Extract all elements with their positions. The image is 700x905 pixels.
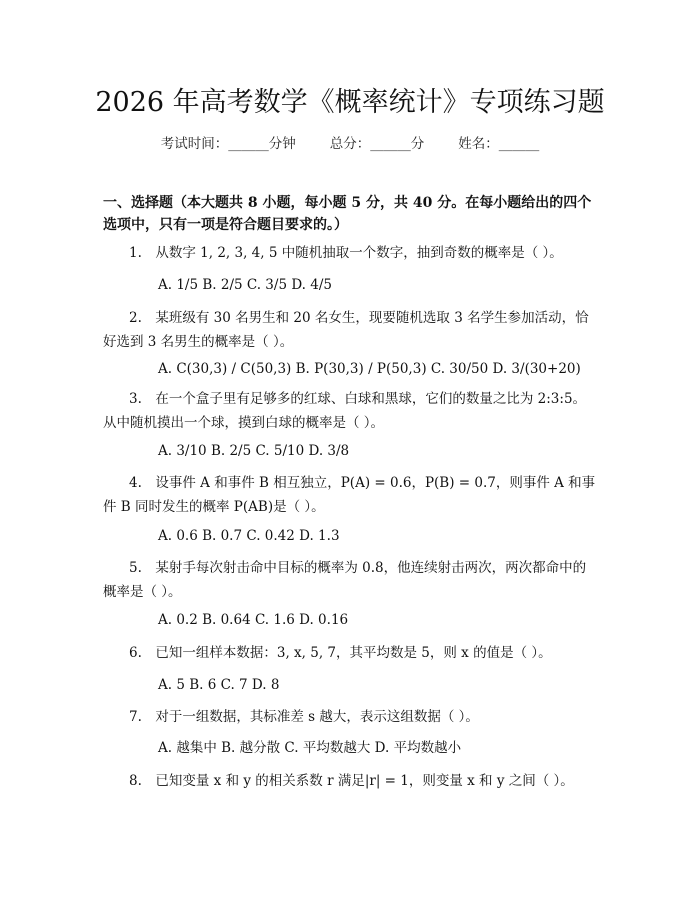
question-5: 5. 某射手每次射击命中目标的概率为 0.8，他连续射击两次，两次都命中的概率是（ ）。 [103,560,587,600]
question-8: 8. 已知变量 x 和 y 的相关系数 r 满足|r| = 1，则变量 x 和 y 之间（ ）。 [129,773,574,789]
question-7: 7. 对于一组数据，其标准差 s 越大，表示这组数据（ ）。 [129,709,479,725]
question-4: 4. 设事件 A 和事件 B 相互独立，P(A) = 0.6，P(B) = 0.7，则事件 A 和事件 B 同时发生的概率 P(AB)是（ ）。 [103,475,596,515]
question-1: 1. 从数字 1, 2, 3, 4, 5 中随机抽取一个数字，抽到奇数的概率是（ ）。 [129,245,563,261]
question-6: 6. 已知一组样本数据：3, x, 5, 7，其平均数是 5，则 x 的值是（ ）。 [129,645,552,661]
student-name-field: 姓名：______ [458,136,540,152]
page-title: 2026 年高考数学《概率统计》专项练习题 [95,87,605,118]
exam-time-field: 考试时间：______分钟 [160,136,296,152]
total-score-field: 总分：______分 [329,136,425,152]
question-4-options: A. 0.6 B. 0.7 C. 0.42 D. 1.3 [158,528,340,544]
exam-info-line [0,132,700,152]
question-7-options: A. 越集中 B. 越分散 C. 平均数越大 D. 平均数越小 [158,740,462,756]
question-6-options: A. 5 B. 6 C. 7 D. 8 [158,677,280,693]
question-3: 3. 在一个盒子里有足够多的红球、白球和黑球，它们的数量之比为 2:3:5。从中随机摸出一个球，摸到白球的概率是（ ）。 [103,391,587,431]
question-2: 2. 某班级有 30 名男生和 20 名女生，现要随机选取 3 名学生参加活动，恰好选到 3 名男生的概率是（ ）。 [103,310,589,350]
question-1-options: A. 1/5 B. 2/5 C. 3/5 D. 4/5 [158,277,332,293]
question-3-options: A. 3/10 B. 2/5 C. 5/10 D. 3/8 [158,443,350,459]
question-5-options: A. 0.2 B. 0.64 C. 1.6 D. 0.16 [158,612,349,628]
section-heading: 一、选择题（本大题共 8 小题，每小题 5 分，共 40 分。在每小题给出的四个选项中，只有一项是符合题目要求的。） [103,195,592,233]
question-2-options: A. C(30,3) / C(50,3) B. P(30,3) / P(50,3) C. 30/50 D. 3/(30+20) [158,361,581,377]
